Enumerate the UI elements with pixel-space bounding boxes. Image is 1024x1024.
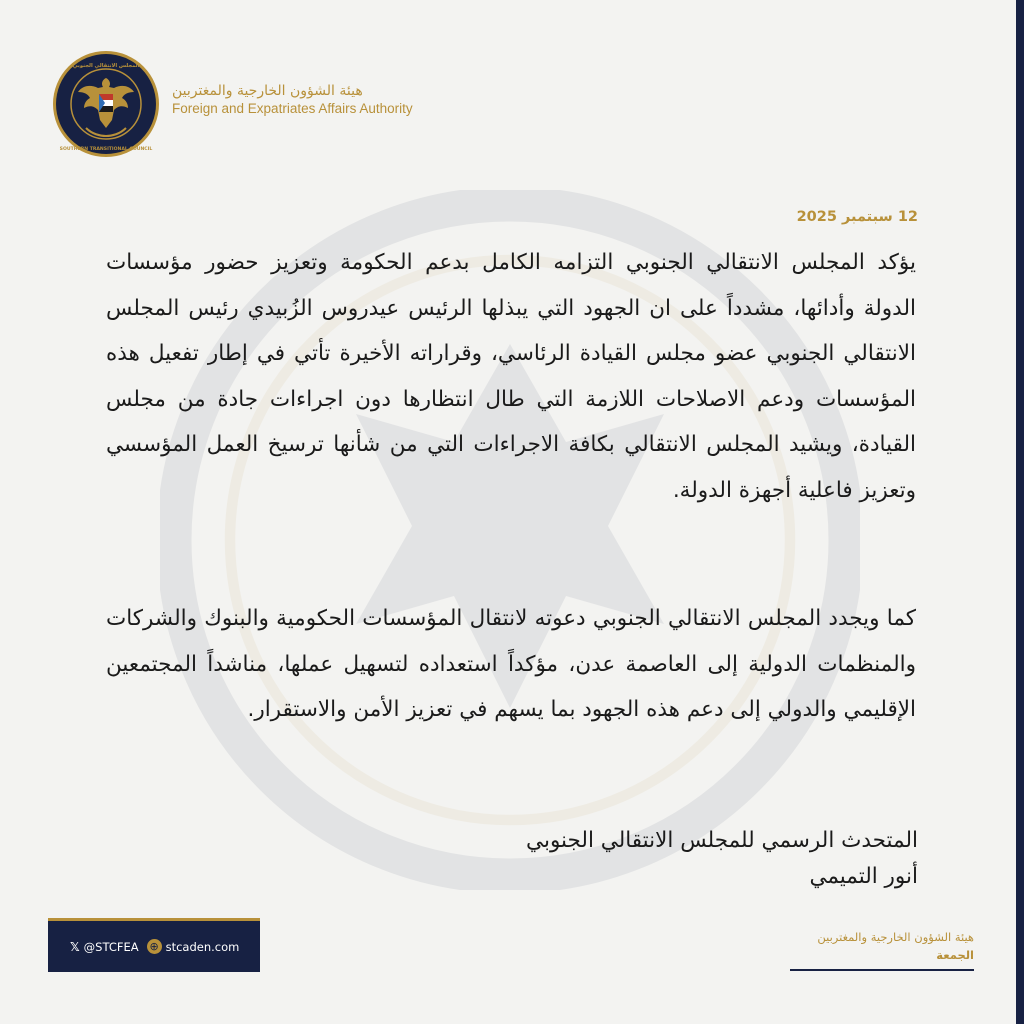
globe-icon: ⊕ bbox=[147, 939, 162, 954]
footer-divider bbox=[790, 969, 974, 971]
authority-name-arabic: هيئة الشؤون الخارجية والمغتربين bbox=[172, 83, 363, 99]
website-link[interactable] bbox=[147, 939, 240, 954]
website-text: stcaden.com bbox=[165, 939, 240, 954]
authority-header bbox=[172, 82, 413, 118]
spokesperson-title: المتحدث الرسمي للمجلس الانتقالي الجنوبي bbox=[526, 828, 918, 853]
x-handle-link[interactable] bbox=[70, 940, 139, 954]
x-handle-text: @STCFEA bbox=[83, 939, 139, 954]
x-logo-icon: 𝕏 bbox=[70, 939, 80, 954]
footer-authority bbox=[817, 928, 974, 964]
statement-paragraph-1: يؤكد المجلس الانتقالي الجنوبي التزامه الكامل بدعم الحكومة وتعزيز حضور مؤسسات الدولة وأدائها، مشدداً على ان الجهود التي يبذلها الرئيس عيدروس الزُبيدي رئيس المجلس الانتقالي الجنوبي عضو مجلس القيادة الرئاسي، وقراراته الأخيرة تأتي في إطار تفعيل هذه المؤسسات ودعم الاصلاحات اللازمة التي طال انتظارها دون اجراءات جادة من مجلس القيادة، ويشيد المجلس الانتقالي بكافة الاجراءات التي من شأنها ترسيخ العمل المؤسسي وتعزيز فاعلية أجهزة الدولة. bbox=[106, 250, 916, 503]
logo-text-bottom: SOUTHERN TRANSITIONAL COUNCIL bbox=[59, 147, 153, 152]
authority-name-english: Foreign and Expatriates Affairs Authority bbox=[172, 101, 413, 116]
stc-emblem-icon bbox=[52, 50, 160, 158]
spokesperson-name: أنور التميمي bbox=[809, 864, 918, 889]
statement-paragraph-2: كما ويجدد المجلس الانتقالي الجنوبي دعوته لانتقال المؤسسات الحكومية والبنوك والشركات والمنظمات الدولية إلى العاصمة عدن، مؤكداً استعداده لتسهيل عملها، مناشداً المجتمعين الإقليمي والدولي إلى دعم هذه الجهود بما يسهم في تعزيز الأمن والاستقرار. bbox=[106, 606, 916, 722]
statement-date: 12 سبتمبر 2025 bbox=[796, 209, 918, 225]
right-edge-bar bbox=[1016, 0, 1024, 1024]
logo-text-top: المجلس الانتقالي الجنوبي bbox=[72, 63, 140, 69]
footer-day: الجمعة bbox=[936, 948, 974, 962]
social-links-box bbox=[48, 918, 260, 972]
footer-authority-name: هيئة الشؤون الخارجية والمغتربين bbox=[817, 930, 974, 944]
